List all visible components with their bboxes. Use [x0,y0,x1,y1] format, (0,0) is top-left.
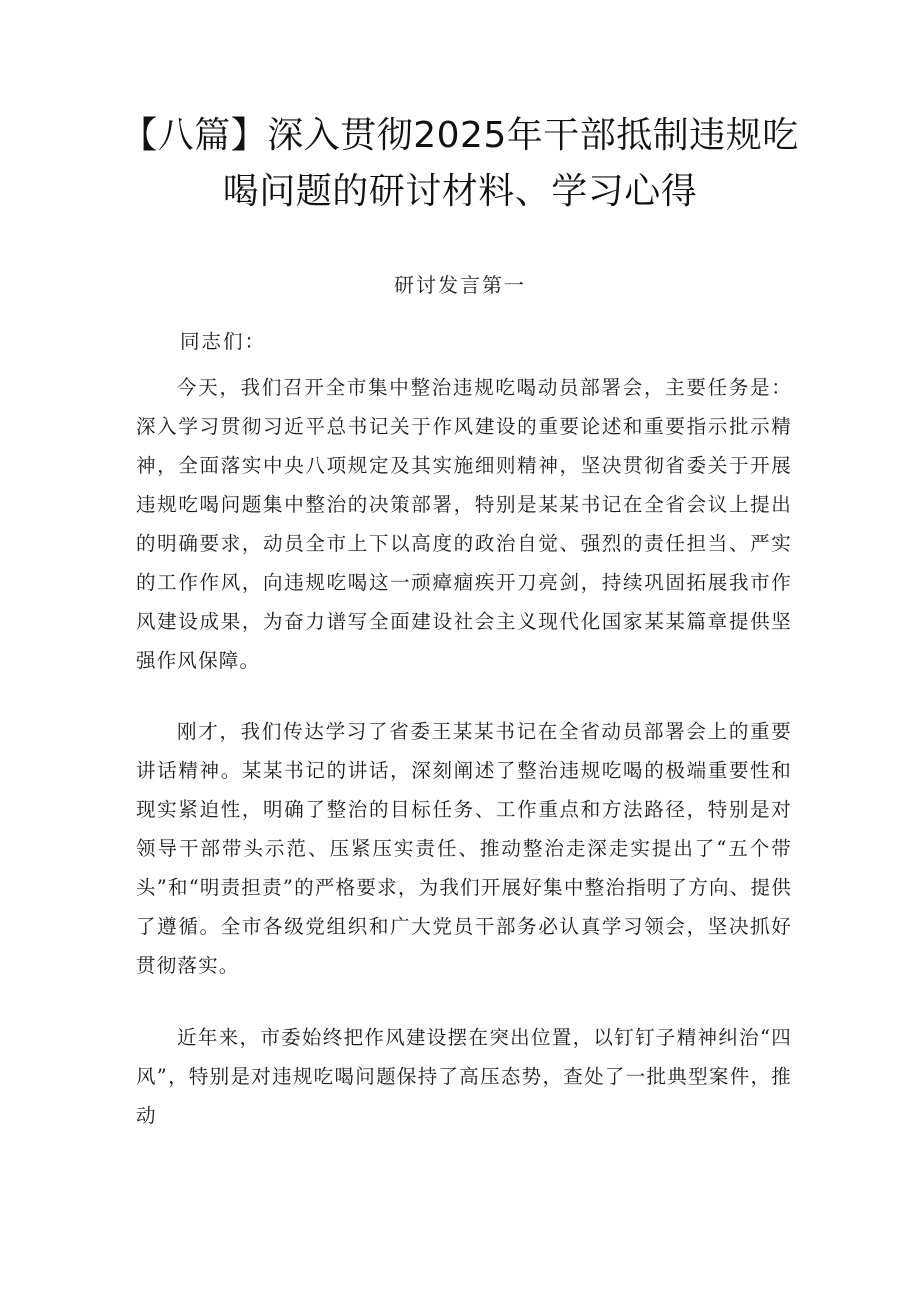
paragraph-2: 刚才，我们传达学习了省委王某某书记在全省动员部署会上的重要讲话精神。某某书记的讲话，深刻阐述了整治违规吃喝的极端重要性和现实紧迫性，明确了整治的目标任务、工作重点和方法路径，特别是对领导干部带头示范、压紧压实责任、推动整治走深走实提出了“五个带头”和“明责担责”的严格要求，为我们开展好集中整治指明了方向、提供了遵循。全市各级党组织和广大党员干部务必认真学习领会，坚决抓好贯彻落实。 [136,720,792,977]
paragraph-1: 今天，我们召开全市集中整治违规吃喝动员部署会，主要任务是：深入学习贯彻习近平总书记关于作风建设的重要论述和重要指示批示精神，全面落实中央八项规定及其实施细则精神，坚决贯彻省委关于开展违规吃喝问题集中整治的决策部署，特别是某某书记在全省会议上提出的明确要求，动员全市上下以高度的政治自觉、强烈的责任担当、严实的工作作风，向违规吃喝这一顽瘴痼疾开刀亮剑，持续巩固拓展我市作风建设成果，为奋力谱写全面建设社会主义现代化国家某某篇章提供坚强作风保障。 [136,376,792,672]
document-title [120,108,800,220]
greeting: 同志们： [180,330,267,353]
document-title-line-2: 喝问题的研讨材料、学习心得 [222,171,698,212]
section-heading: 研讨发言第一 [394,273,526,297]
paragraph-3: 近年来，市委始终把作风建设摆在突出位置，以钉钉子精神纠治“四风”，特别是对违规吃喝问题保持了高压态势，查处了一批典型案件，推动 [136,1026,792,1127]
document-title-line-1: 【八篇】深入贯彻2025年干部抵制违规吃 [121,115,799,156]
